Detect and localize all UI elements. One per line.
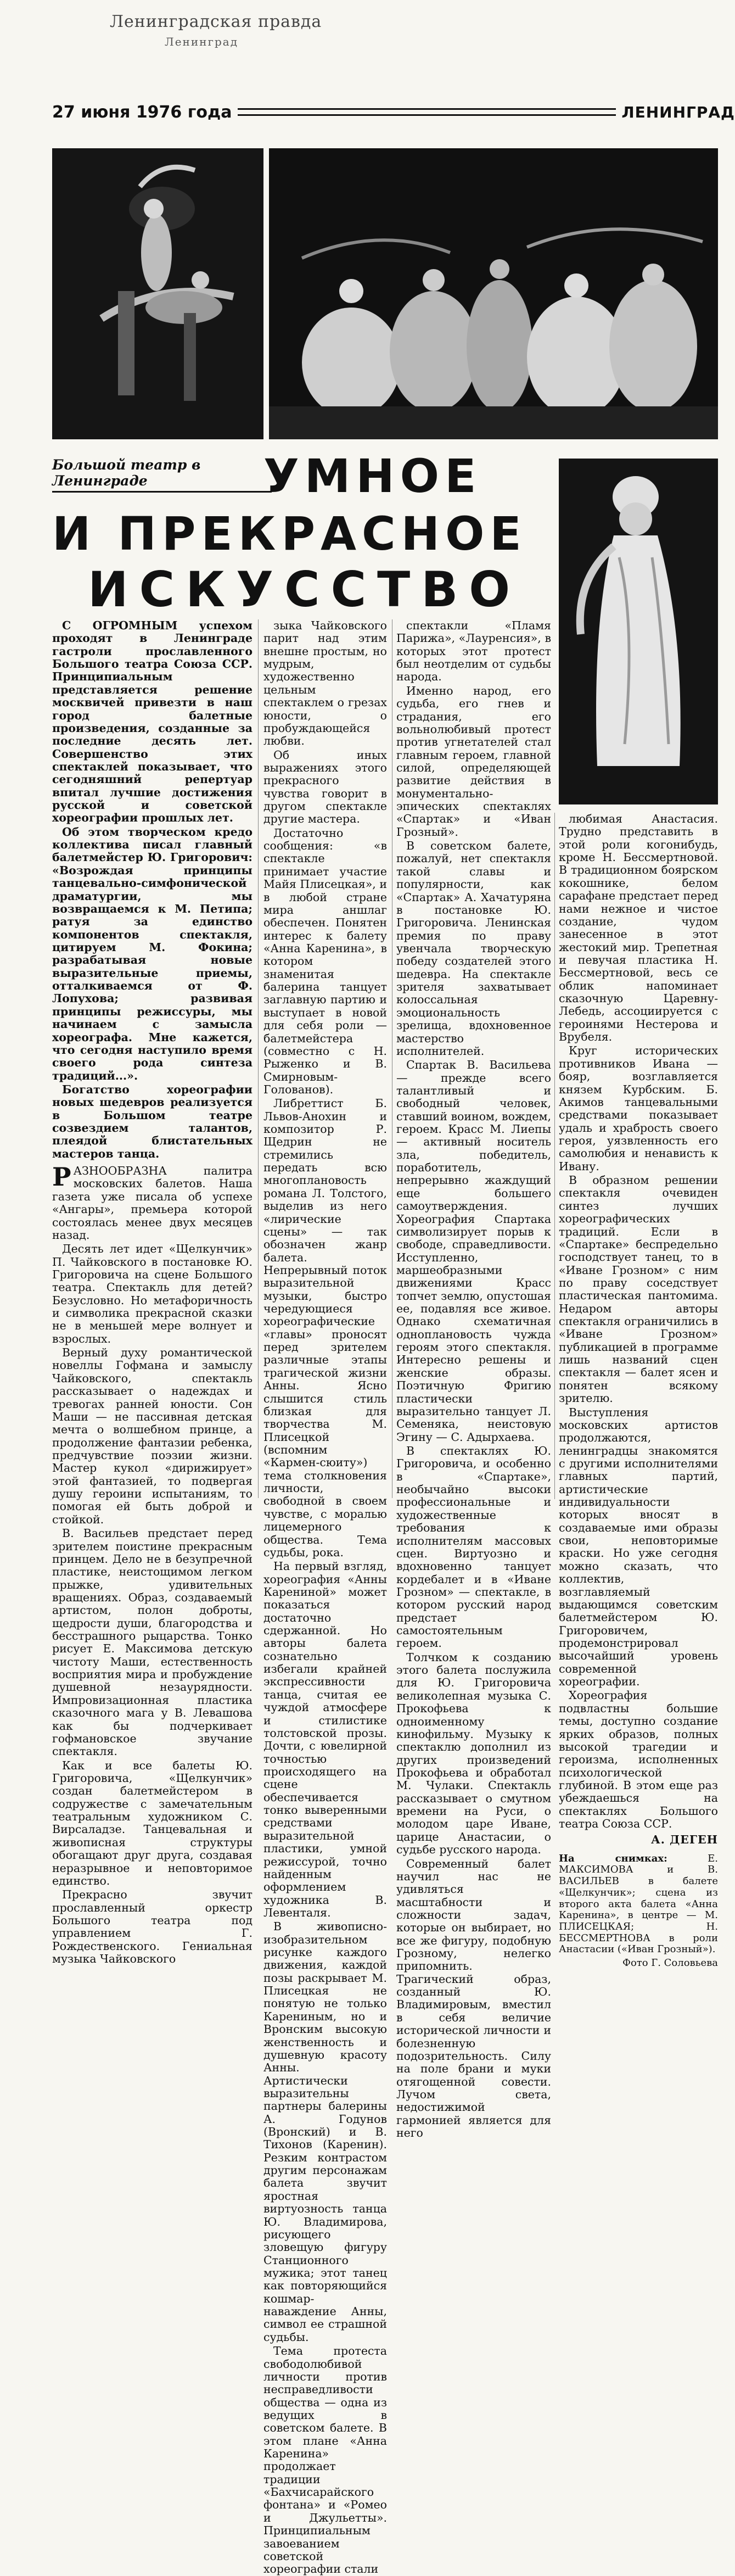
column-divider	[258, 619, 259, 1498]
body-paragraph: Выступления московских артистов продолжаются, ленинградцы знакомятся с другими исполнителями главных партий, артистические индивидуальности которых вносят в создаваемые ими образы свои, неповторимые краски. Но уже сегодня можно сказать, что коллектив, возглавляемый выдающимся советским балетмейстером Ю. Григоровичем, продемонстрировал высочайший уровень современной хореографии.	[559, 1405, 718, 1689]
column-divider	[554, 813, 555, 1499]
lead-paragraph: Богатство хореографии новых шедевров реализуется в Большом театре созвездием талантов, плеядой блистательных мастеров танца.	[52, 1082, 253, 1160]
lead-paragraph: Об этом творческом кредо коллектива писал главный балетмейстер Ю. Григорович: «Возрождая принципы танцевально-симфонической драматургии, мы возвращаемся к М. Петипа; ратуя за единство компонентов спектакля, цитируем М. Фокина; разрабатывая новые выразительные приемы, отталкиваемся от Ф. Лопухова; развивая принципы режиссуры, мы начинаем с замысла хореографа. Мне кажется, что сегодня наступило время своего рода синтеза традиций...».	[52, 825, 253, 1082]
photo-anna-karenina-scene	[269, 148, 718, 439]
article-column-2	[263, 619, 387, 2576]
dateline-rule	[238, 108, 616, 116]
body-paragraph: Спартак В. Васильева — прежде всего талантливый и свободный человек, ставший воином, вождем, героем. Красс М. Лиепы — активный носитель зла, победитель, поработитель, непрерывно жаждущий еще большего самоутверждения. Хореография Спартака символизирует порыв к свободе, справедливости. Исступленно, маршеобразными движениями Красс топчет землю, опустошая ее, подавляя все живое. Однако схематичная одноплановость чужда героям этого спектакля. Интересно решены и женские образы. Поэтичную Фригию пластически выразительно танцует Л. Семеняка, неистовую Эгину — С. Адырхаева.	[396, 1058, 551, 1444]
article-column-3	[396, 619, 551, 2140]
body-paragraph: Толчком к созданию этого балета послужила для Ю. Григоровича великолепная музыка С. Прокофьева к одноименному кинофильму. Музыку к спектаклю дополнил из других произведений Прокофьева и обработал М. Чулаки. Спектакль рассказывает о смутном времени на Руси, о молодом царе Иване, царице Анастасии, о судьбе русского народа.	[396, 1650, 551, 1857]
dateline	[52, 100, 735, 124]
author-signature: А. ДЕГЕН	[651, 1833, 718, 1847]
body-paragraph: В образном решении спектакля очевиден синтез лучших хореографических традиций. Если в «Спартаке» беспредельно господствует танец, то в «Иване Грозном» с ним по праву соседствует пластическая пантомима. Недаром авторы спектакля ограничились в «Иване Грозном» публикацией в программе лишь названий сцен спектакля — балет ясен и понятен всякому зрителю.	[559, 1174, 718, 1405]
body-paragraph: Именно народ, его судьба, его гнев и страдания, его вольнолюбивый протест против угнетателей стал главным героем, главной силой, определяющей развитие действия в монументально-эпических спектаклях «Спартак» и «Иван Грозный».	[396, 684, 551, 839]
headline-line-1: УМНОЕ	[263, 449, 482, 503]
caption-text: Е. МАКСИМОВА и В. ВАСИЛЬЕВ в балете «Щелкунчик»; сцена из второго акта балета «Анна Каренина», в центре — М. ПЛИСЕЦКАЯ; Н. БЕССМЕРТНОВА в роли Анастасии («Иван Грозный»).	[559, 1852, 718, 1955]
body-paragraph: Прекрасно звучит прославленный оркестр Большого театра под управлением Г. Рождественского. Гениальная музыка Чайковского	[52, 1888, 253, 1966]
dateline-city: ЛЕНИНГРАД	[621, 103, 735, 121]
body-paragraph: На первый взгляд, хореография «Анны Карениной» может показаться достаточно сдержанной. Но авторы балета сознательно избегали крайней экспрессивности танца, считая ее чуждой атмосфере и стилистике толстовской прозы. Дочти, с ювелирной точностью происходящего на сцене обеспечивается тонко выверенными средствами выразительной пластики, умной режиссурой, точно найденным оформлением художника В. Левенталя.	[263, 1560, 387, 1919]
article-column-1	[52, 619, 253, 1966]
body-paragraph: АЗНООБРАЗНА палитра московских балетов. Наша газета уже писала об успехе «Ангары», премьера которой состоялась менее двух месяцев назад.	[52, 1164, 253, 1242]
body-paragraph: В спектаклях Ю. Григоровича, и особенно в «Спартаке», необычайно высоки профессиональные и художественные требования к исполнителям массовых сцен. Виртуозно и вдохновенно танцует кордебалет и в «Иване Грозном» — спектакле, в котором русский народ предстает самостоятельным героем.	[396, 1444, 551, 1650]
body-paragraph: Хореография подвластны большие темы, доступно создание ярких образов, полных высокой трагедии и героизма, исполненных психологической глубиной. В этом еще раз убеждаешься на спектаклях Большого театра Союза ССР.	[559, 1689, 718, 1831]
body-paragraph: любимая Анастасия. Трудно представить в этой роли когонибудь, кроме Н. Бессмертновой. В традиционном боярском кокошнике, белом сарафане предстает перед нами нежное и чистое создание, чудом занесенное в этот жестокий мир. Трепетная и певучая пластика Н. Бессмертновой, весь се облик напоминает сказочную Царевну-Лебедь, ассоциируется с героинями Нестерова и Врубеля.	[559, 812, 718, 1044]
article-lead	[52, 619, 253, 1160]
photo-caption	[559, 1853, 718, 1955]
masthead-city: Ленинград	[165, 35, 239, 48]
body-paragraph: Круг исторических противников Ивана — бояр, возглавляется князем Курбским. Б. Акимов танцевальными средствами показывает удаль и храбрость своего героя, уязвленность его самолюбия и ненависть к Ивану.	[559, 1044, 718, 1173]
masthead-title: Ленинградская правда	[110, 12, 322, 31]
issue-date: 27 июня 1976 года	[52, 102, 232, 122]
article-column-4	[559, 812, 718, 1969]
body-paragraph: Тема протеста свободолюбивой личности против несправедливости общества — одна из ведущих в советском балете. В этом плане «Анна Каренина» продолжает традиции «Бахчисарайского фонтана» и «Ромео и Джульетты». Принципиальным завоеванием советской хореографии стали	[263, 2344, 387, 2576]
photo-credit: Фото Г. Соловьева	[622, 1957, 718, 1969]
body-paragraph: Десять лет идет «Щелкунчик» П. Чайковского в постановке Ю. Григоровича на сцене Большого театра. Спектакль для детей? Безусловно. Но метафоричность и символика прекрасной сказки не в меньшей мере волнует и взрослых.	[52, 1242, 253, 1345]
body-paragraph: В. Васильев предстает перед зрителем поистине прекрасным принцем. Дело не в безупречной пластике, неистощимом легком прыжке, удивительных вращениях. Образ, создаваемый артистом, полон доброты, щедрости души, благородства и бесстрашного рыцарства. Тонко рисует Е. Максимова детскую чистоту Маши, естественность восприятия мира и пробуждение душевной незаурядности. Импровизационная пластика сказочного мага у В. Левашова как бы подчеркивает гофмановское звучание спектакля.	[52, 1527, 253, 1758]
lead-paragraph: С ОГРОМНЫМ успехом проходят в Ленинграде гастроли прославленного Большого театра Союза ССР. Принципиальным представляется решение москвичей привезти в наш город балетные произведения, созданные за последние десять лет. Совершенство этих спектаклей показывает, что сегодняшний репертуар впитал лучшие достижения русской и советской хореографии прошлых лет.	[52, 619, 253, 825]
body-paragraph: спектакли «Пламя Парижа», «Лауренсия», в которых этот протест был неотделим от судьбы народа.	[396, 619, 551, 684]
headline-line-3: ИСКУССТВО	[88, 561, 521, 618]
photo-bessmertnova-anastasia	[559, 459, 718, 804]
photo-nutcracker-couple	[52, 148, 263, 439]
body-paragraph: Об иных выражениях этого прекрасного чувства говорит в другом спектакле другие мастера.	[263, 748, 387, 826]
headline-line-2: И ПРЕКРАСНОЕ	[52, 507, 527, 561]
body-paragraph: Верный духу романтической новеллы Гофмана и замыслу Чайковского, спектакль рассказывает о надеждах и тревогах ранней юности. Сон Маши — не пассивная детская мечта о волшебном принце, а продолжение фантазии ребенка, предчувствие поэзии жизни. Мастер кукол «дирижирует» этой фантазией, то подвергая душу героини испытаниям, то помогая ей быть доброй и стойкой.	[52, 1346, 253, 1526]
body-paragraph: В советском балете, пожалуй, нет спектакля такой славы и популярности, как «Спартак» А. Хачатуряна в постановке Ю. Григоровича. Ленинская премия по праву увенчала творческую победу создателей этого шедевра. На спектакле зрителя захватывает колоссальная эмоциональность зрелища, вдохновенное мастерство исполнителей.	[396, 839, 551, 1058]
caption-heading: На снимках:	[559, 1852, 667, 1864]
body-paragraph: Современный балет научил нас не удивляться масштабности и сложности задач, которые он выбирает, но все же фигуру, подобную Грозному, нелегко припомнить. Трагический образ, созданный Ю. Владимировым, вместил в себя величие исторической личности и болезненную подозрительность. Силу на поле брани и муки отягощенной совести. Лучом света, недостижимой гармонией является для него	[396, 1857, 551, 2140]
body-paragraph: Как и все балеты Ю. Григоровича, «Щелкунчик» создан балетмейстером в содружестве с замечательным театральным художником С. Вирсаладзе. Танцевальная и живописная структуры обогащают друг друга, создавая неразрывное и неповторимое единство.	[52, 1758, 253, 1887]
body-paragraph: Либреттист Б. Львов-Анохин и композитор Р. Щедрин не стремились передать всю многоплановость романа Л. Толстого, выделив из него «лирические сцены» — так обозначен жанр балета. Непрерывный поток выразительной музыки, быстро чередующиеся хореографические «главы» проносят перед зрителем различные этапы трагической жизни Анны. Ясно слышится стиль близкая для творчества М. Плисецкой (вспомним «Кармен-сюиту») тема столкновения личности, свободной в своем чувстве, с моралью лицемерного общества. Тема судьбы, рока.	[263, 1097, 387, 1559]
article-kicker: Большой театр в Ленинграде	[52, 457, 272, 493]
drop-cap: Р	[52, 1162, 71, 1192]
body-paragraph: зыка Чайковского парит над этим внешне простым, но мудрым, художественно цельным спектаклем о грезах юности, о пробуждающейся любви.	[263, 619, 387, 748]
body-paragraph: В живописно-изобразительном рисунке каждого движения, каждой позы раскрывает М. Плисецкая не понятую не только Карениным, но и Вронским высокую женственность и душевную красоту Анны. Артистически выразительны партнеры балерины А. Годунов (Вронский) и В. Тихонов (Каренин). Резким контрастом другим персонажам балета звучит яростная виртуозность танца Ю. Владимирова, рисующего зловещую фигуру Станционного мужика; этот танец как повторяющийся кошмар-наваждение Анны, символ ее страшной судьбы.	[263, 1920, 387, 2344]
body-paragraph: Достаточно сообщения: «в спектакле принимает участие Майя Плисецкая», и в любой стране мира аншлаг обеспечен. Понятен интерес к балету «Анна Каренина», в котором знаменитая балерина танцует заглавную партию и выступает в новой для себя роли — балетмейстера (совместно с Н. Рыженко и В. Смирновым-Голованов).	[263, 826, 387, 1096]
